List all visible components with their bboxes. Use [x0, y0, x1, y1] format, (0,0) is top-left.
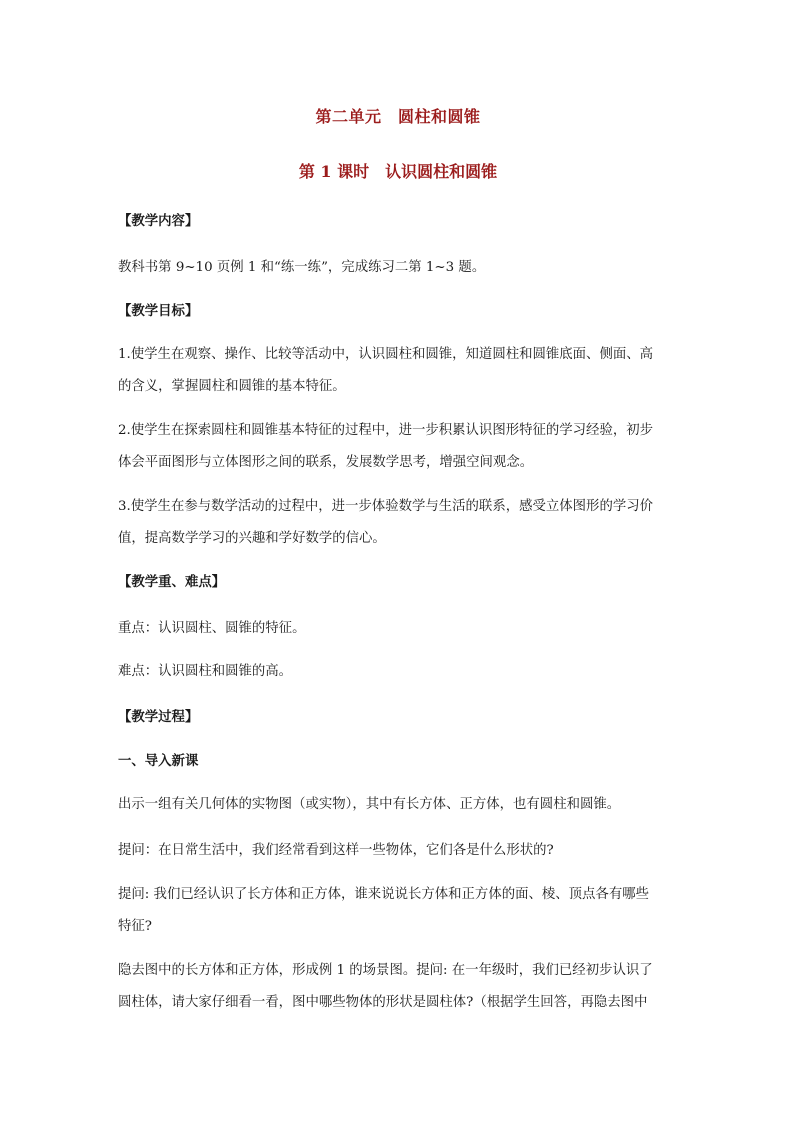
process-heading: 【教学过程】	[118, 709, 199, 725]
goal-3	[118, 494, 678, 552]
goal-3-line-1: 3.使学生在参与数学活动的过程中，进一步体验数学与生活的联系，感受立体图形的学习价	[118, 499, 654, 514]
goal-1	[118, 342, 678, 400]
content-heading: 【教学内容】	[118, 213, 199, 229]
goal-1-line-2: 的含义，掌握圆柱和圆锥的基本特征。	[118, 379, 346, 394]
paragraph-2: 提问：在日常生活中，我们经常看到这样一些物体，它们各是什么形状的?	[118, 843, 554, 858]
paragraph-4-line-2: 圆柱体，请大家仔细看一看，图中哪些物体的形状是圆柱体?（根据学生回答，再隐去图中	[118, 995, 648, 1010]
key-point: 重点：认识圆柱、圆锥的特征。	[118, 621, 306, 636]
paragraph-3-line-2: 特征?	[118, 919, 152, 934]
content-text: 教科书第 9~10 页例 1 和“练一练”，完成练习二第 1~3 题。	[118, 260, 486, 275]
step-1-heading: 一、导入新课	[118, 753, 199, 769]
paragraph-3	[118, 882, 678, 940]
key-heading: 【教学重、难点】	[118, 574, 226, 590]
goal-2-line-1: 2.使学生在探索圆柱和圆锥基本特征的过程中，进一步积累认识图形特征的学习经验，初步	[118, 423, 654, 438]
lesson-title: 第 1 课时 认识圆柱和圆锥	[298, 162, 498, 181]
unit-title: 第二单元 圆柱和圆锥	[315, 107, 481, 126]
goal-1-line-1: 1.使学生在观察、操作、比较等活动中，认识圆柱和圆锥，知道圆柱和圆锥底面、侧面、高	[118, 347, 654, 362]
difficulty-point: 难点：认识圆柱和圆锥的高。	[118, 664, 293, 679]
goal-2-line-2: 体会平面图形与立体图形之间的联系，发展数学思考，增强空间观念。	[118, 455, 534, 470]
paragraph-1: 出示一组有关几何体的实物图（或实物），其中有长方体、正方体，也有圆柱和圆锥。	[118, 797, 621, 812]
goals-heading: 【教学目标】	[118, 303, 199, 319]
paragraph-4	[118, 958, 678, 1016]
paragraph-4-line-1: 隐去图中的长方体和正方体，形成例 1 的场景图。提问: 在一年级时，我们已经初步认识了	[118, 963, 653, 978]
goal-2	[118, 418, 678, 476]
paragraph-3-line-1: 提问: 我们已经认识了长方体和正方体，谁来说说长方体和正方体的面、棱、顶点各有哪些	[118, 887, 649, 902]
goal-3-line-2: 值，提高数学学习的兴趣和学好数学的信心。	[118, 531, 386, 546]
